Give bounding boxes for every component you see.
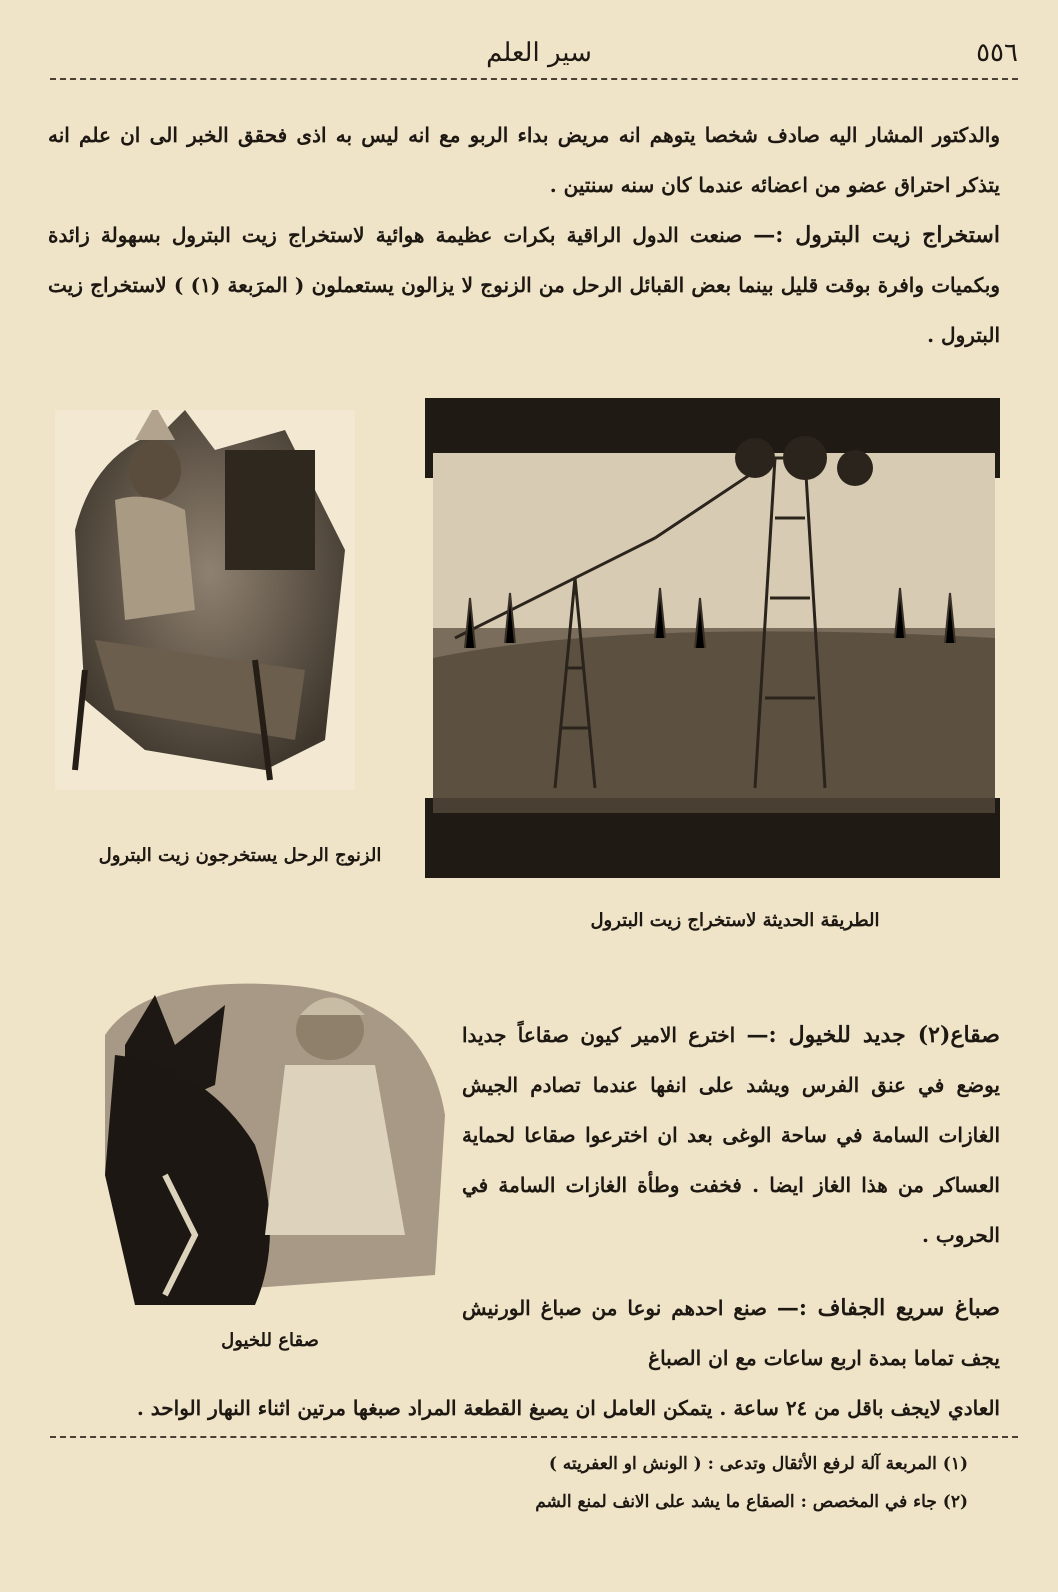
paragraph-paint-continued: العادي لايجف باقل من ٢٤ ساعة . يتمكن العامل ان يصبغ القطعة المراد صبغها مرتين اثناء النهار الواحد .	[136, 1396, 1000, 1420]
derricks-photo	[425, 398, 1005, 878]
section-heading-horse-mask: صقاع(٢) جديد للخيول :—	[746, 1022, 1000, 1048]
page-number: ٥٥٦	[976, 38, 1018, 68]
caption-horse-mask: صقاع للخيول	[221, 1330, 319, 1351]
caption-derricks: الطريقة الحديثة لاستخراج زيت البترول	[590, 910, 880, 931]
running-title: سير العلم	[486, 38, 592, 68]
paragraph-fast-drying-paint	[462, 1283, 1000, 1383]
paragraph-horse-mask	[462, 1010, 1000, 1260]
horse-mask-photo	[85, 975, 460, 1315]
footnote-1: (١) المربعة آلة لرفع الأثقال وتدعى : ( الونش او العفريته )	[548, 1454, 968, 1474]
footnote-divider	[50, 1436, 1018, 1438]
paragraph-oil-extraction	[48, 210, 1000, 360]
caption-nomads: الزنوج الرحل يستخرجون زيت البترول	[98, 845, 382, 866]
paragraph-paint-body: صنع احدهم نوعا من صباغ الورنيش يجف تماما بمدة اربع ساعات مع ان الصباغ	[462, 1296, 1000, 1370]
nomads-photo	[55, 410, 355, 790]
section-heading-paint: صباغ سريع الجفاف :—	[776, 1295, 1000, 1321]
header-divider	[50, 78, 1018, 80]
footnote-2: (٢) جاء في المخصص : الصقاع ما يشد على الانف لمنع الشم	[535, 1492, 968, 1512]
section-heading-oil: استخراج زيت البترول :—	[753, 222, 1000, 248]
paragraph-asthma: والدكتور المشار اليه صادف شخصا يتوهم انه مريض بداء الربو مع انه ليس به اذى فحقق الخبر الى ان علم انه يتذكر احتراق عضو من اعضائه عندما كان سنه سنتين .	[48, 123, 1000, 197]
page-header	[60, 28, 1018, 78]
paragraph-horse-mask-body: اخترع الامير كيون صقاعاً جديدا يوضع في عنق الفرس ويشد على انفها عندما تصادم الجيش الغازات السامة في ساحة الوغى بعد ان اخترعوا صقاعا لحماية العساكر من هذا الغاز ايضا . فخفت وطأة الغازات السامة في الحروب .	[462, 1023, 1000, 1247]
paragraph-oil-body: صنعت الدول الراقية بكرات عظيمة هوائية لاستخراج زيت البترول بسهولة زائدة وبكميات وافرة بوقت قليل بينما بعض القبائل الرحل من الزنوج لا يزالون يستعملون ( المرَبعة (١) ) لاستخراج زيت البترول .	[48, 223, 1000, 347]
